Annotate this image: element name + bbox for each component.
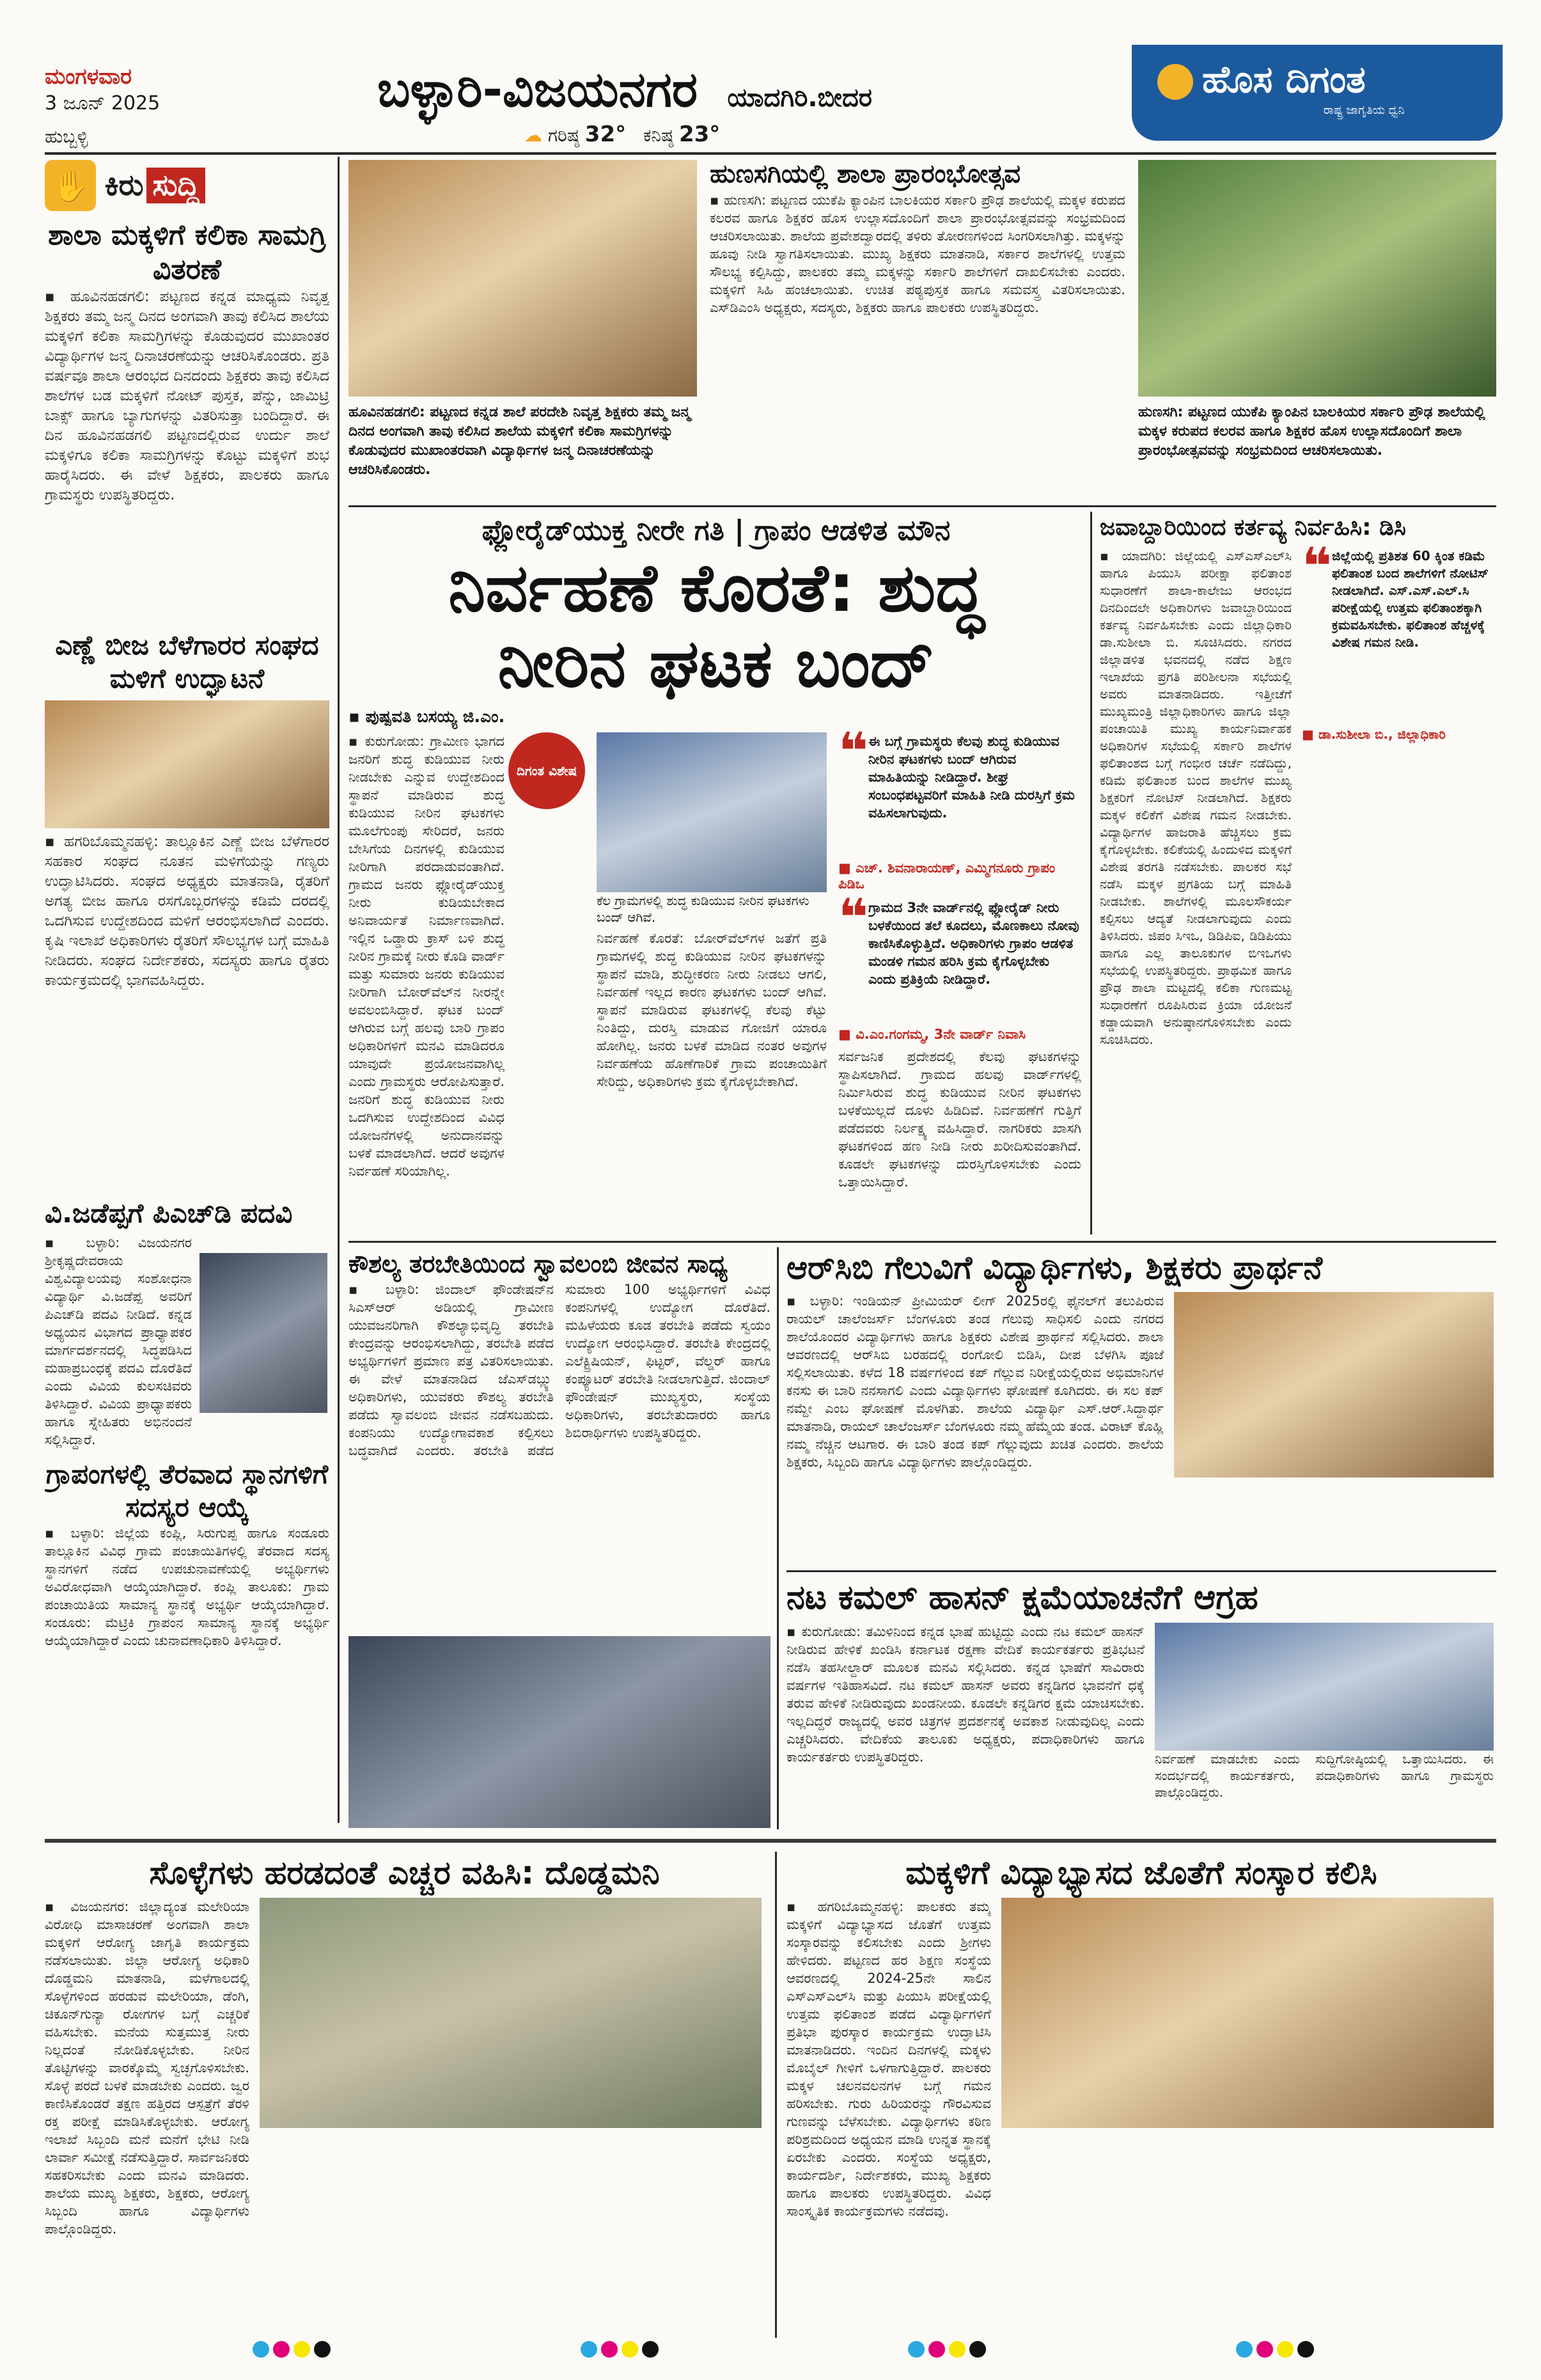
sun-cloud-icon: ☁ xyxy=(524,125,542,146)
paper-tagline: ರಾಷ್ಟ್ರ ಜಾಗೃತಿಯ ಧ್ವನಿ xyxy=(1324,104,1405,117)
region-subtitle: ಯಾದಗಿರಿ.ಬೀದರ xyxy=(727,83,872,113)
column-rule xyxy=(777,1247,779,1829)
dc-body: ▪ ಯಾದಗಿರಿ: ಜಿಲ್ಲೆಯಲ್ಲಿ ಎಸ್ಎಸ್ಎಲ್‌ಸಿ ಹಾಗೂ ಪಿಯುಸಿ ಪರೀಕ್ಷಾ ಫಲಿತಾಂಶ ಸುಧಾರಣೆಗೆ ಶಾಲಾ-ಕಾಲೇಜು ಆರಂಭದ ದಿನದಿಂದಲೇ ಅಧಿಕಾರಿಗಳು ಜವಾಬ್ದಾರಿಯಿಂದ ಕರ್ತವ್ಯ ನಿರ್ವಹಿಸಬೇಕು ಎಂದು ಜಿಲ್ಲಾಧಿಕಾರಿ ಡಾ.ಸುಶೀಲಾ ಬಿ. ಸೂಚಿಸಿದರು. ನಗರದ ಜಿಲ್ಲಾಡಳಿತ ಭವನದಲ್ಲಿ ನಡೆದ ಶಿಕ್ಷಣ ಇಲಾಖೆಯ ಪ್ರಗತಿ ಪರಿಶೀಲನಾ ಸಭೆಯಲ್ಲಿ ಅವರು ಮಾತನಾಡಿದರು. ಇತ್ತೀಚೆಗೆ ಮುಖ್ಯಮಂತ್ರಿ ಜಿಲ್ಲಾಧಿಕಾರಿಗಳು ಹಾಗೂ ಜಿಲ್ಲಾ ಪಂಚಾಯಿತಿ ಮುಖ್ಯ ಕಾರ್ಯನಿರ್ವಾಹಕ ಅಧಿಕಾರಿಗಳ ಸಭೆಯಲ್ಲಿ ಸರ್ಕಾರಿ ಶಾಲೆಗಳ ಫಲಿತಾಂಶದ ಬಗ್ಗೆ ಗಂಭೀರ ಚರ್ಚೆ ನಡೆದಿದ್ದು, ಕಡಿಮೆ ಫಲಿತಾಂಶ ಬಂದ ಶಾಲೆಗಳ ಮುಖ್ಯ ಶಿಕ್ಷಕರಿಗೆ ನೋಟಿಸ್ ನೀಡಲಾಗಿದೆ. ಶಿಕ್ಷಕರು ಮಕ್ಕಳ ಕಲಿಕೆಗೆ ವಿಶೇಷ ಗಮನ ನೀಡಬೇಕು. ವಿದ್ಯಾರ್ಥಿಗಳ ಹಾಜರಾತಿ ಹೆಚ್ಚಿಸಲು ಕ್ರಮ ಕೈಗೊಳ್ಳಬೇಕು. ಕಲಿಕೆಯಲ್ಲಿ ಹಿಂದುಳಿದ ಮಕ್ಕಳಿಗೆ ವಿಶೇಷ ತರಗತಿ ನಡೆಸಬೇಕು. ಪಾಲಕರ ಸಭೆ ನಡೆಸಿ ಮಕ್ಕಳ ಪ್ರಗತಿಯ ಬಗ್ಗೆ ಮಾಹಿತಿ ನೀಡಬೇಕು. ಶಾಲೆಗಳಲ್ಲಿ ಮೂಲಸೌಕರ್ಯ ಕಲ್ಪಿಸಲು ಆದ್ಯತೆ ನೀಡಲಾಗುವುದು ಎಂದು ತಿಳಿಸಿದರು. ಜಿಪಂ ಸಿಇಒ, ಡಿಡಿಪಿಐ, ಡಿಡಿಪಿಯು ಹಾಗೂ ಎಲ್ಲ ತಾಲೂಕುಗಳ ಬಿಇಒಗಳು ಸಭೆಯಲ್ಲಿ ಉಪಸ್ಥಿತರಿದ್ದರು. ಪ್ರಾಥಮಿಕ ಹಾಗೂ ಪ್ರೌಢ ಶಾಲಾ ಮಟ್ಟದಲ್ಲಿ ಕಲಿಕಾ ಗುಣಮಟ್ಟ ಸುಧಾರಣೆಗೆ ರೂಪಿಸಿರುವ ಕ್ರಿಯಾ ಯೋಜನೆ ಕಡ್ಡಾಯವಾಗಿ ಅನುಷ್ಠಾನಗೊಳಿಸಬೇಕು ಎಂದು ಸೂಚಿಸಿದರು. xyxy=(1100,548,1292,1047)
rcb-rangoli-photo xyxy=(1174,1292,1494,1478)
weather: ☁ ಗರಿಷ್ಠ 32° ಕನಿಷ್ಠ 23° xyxy=(524,122,721,147)
skill-event-photo xyxy=(348,1636,770,1828)
kiru-label2: ಸುದ್ದಿ xyxy=(146,168,206,203)
cmyk-marks xyxy=(579,2341,661,2360)
dc-quote: ಜಿಲ್ಲೆಯಲ್ಲಿ ಪ್ರತಿಶತ 60 ಕ್ಕಿಂತ ಕಡಿಮೆ ಫಲಿತಾಂಶ ಬಂದ ಶಾಲೆಗಳಿಗೆ ನೋಟಿಸ್ ನೀಡಲಾಗಿದೆ. ಎಸ್.ಎಸ್.ಎಲ್.ಸಿ ಪರೀಕ್ಷೆಯಲ್ಲಿ ಉತ್ತಮ ಫಲಿತಾಂಶಕ್ಕಾಗಿ ಕ್ರಮವಹಿಸಬೇಕು. ಫಲಿತಾಂಶ ಹೆಚ್ಚಳಕ್ಕೆ ವಿಶೇಷ ಗಮನ ನೀಡಿ. xyxy=(1331,548,1489,650)
hand-icon: ✋ xyxy=(45,160,96,211)
kiru-story2-body: ▪ ಹಗರಿಬೊಮ್ಮನಹಳ್ಳಿ: ತಾಲ್ಲೂಕಿನ ಎಣ್ಣೆ ಬೀಜ ಬೆಳೆಗಾರರ ಸಹಕಾರ ಸಂಘದ ನೂತನ ಮಳಿಗೆಯನ್ನು ಗಣ್ಯರು ಉದ್ಘಾಟಿಸಿದರು. ಸಂಘದ ಅಧ್ಯಕ್ಷರು ಮಾತನಾಡಿ, ರೈತರಿಗೆ ಅಗತ್ಯ ಬೀಜ ಹಾಗೂ ರಸಗೊಬ್ಬರಗಳನ್ನು ಕಡಿಮೆ ದರದಲ್ಲಿ ಒದಗಿಸುವ ಉದ್ದೇಶದಿಂದ ಮಳಿಗೆ ಆರಂಭಿಸಲಾಗಿದೆ ಎಂದರು. ಕೃಷಿ ಇಲಾಖೆ ಅಧಿಕಾರಿಗಳು ರೈತರಿಗೆ ಸೌಲಭ್ಯಗಳ ಬಗ್ಗೆ ಮಾಹಿತಿ ನೀಡಿದರು. ಸಂಘದ ನಿರ್ದೇಶಕರು, ಸದಸ್ಯರು ಹಾಗೂ ರೈತರು ಕಾರ್ಯಕ್ರಮದಲ್ಲಿ ಭಾಗವಹಿಸಿದ್ದರು. xyxy=(45,833,329,989)
kiru-story2-photo xyxy=(45,700,329,828)
hunasagi-body: ▪ ಹುಣಸಗಿ: ಪಟ್ಟಣದ ಯುಕೆಪಿ ಕ್ಯಾಂಪಿನ ಬಾಲಕಿಯರ ಸರ್ಕಾರಿ ಪ್ರೌಢ ಶಾಲೆಯಲ್ಲಿ ಮಕ್ಕಳ ಕರುಪದ ಕಲರವ ಹಾಗೂ ಶಿಕ್ಷಕರ ಹೊಸ ಉಲ್ಲಾಸದೊಂದಿಗೆ ಶಾಲಾ ಪ್ರಾರಂಭೋತ್ಸವವನ್ನು ಸಂಭ್ರಮದಿಂದ ಆಚರಿಸಲಾಯಿತು. ಶಾಲೆಯ ಪ್ರವೇಶದ್ವಾರದಲ್ಲಿ ತಳಿರು ತೋರಣಗಳಿಂದ ಸಿಂಗರಿಸಲಾಗಿತ್ತು. ಮಕ್ಕಳನ್ನು ಹೂವು ನೀಡಿ ಸ್ವಾಗತಿಸಲಾಯಿತು. ಮುಖ್ಯ ಶಿಕ್ಷಕರು ಮಾತನಾಡಿ, ಸರ್ಕಾರ ಶಾಲೆಗಳಲ್ಲಿ ಉತ್ತಮ ಸೌಲಭ್ಯ ಕಲ್ಪಿಸಿದ್ದು, ಪಾಲಕರು ತಮ್ಮ ಮಕ್ಕಳನ್ನು ಸರ್ಕಾರಿ ಶಾಲೆಗಳಿಗೆ ದಾಖಲಿಸಬೇಕು ಎಂದರು. ಮಕ್ಕಳಿಗೆ ಸಿಹಿ ಹಂಚಲಾಯಿತು. ಉಚಿತ ಪಠ್ಯಪುಸ್ತಕ ಹಾಗೂ ಸಮವಸ್ತ್ರ ವಿತರಿಸಲಾಯಿತು. ಎಸ್‌ಡಿಎಂಸಿ ಅಧ್ಯಕ್ಷರು, ಸದಸ್ಯರು, ಶಿಕ್ಷಕರು ಹಾಗೂ ಪಾಲಕರು ಉಪಸ್ಥಿತರಿದ್ದರು. xyxy=(710,193,1125,315)
section-rule xyxy=(348,1241,1496,1243)
hunasagi-title: ಹುಣಸಗಿಯಲ್ಲಿ ಶಾಲಾ ಪ್ರಾರಂಭೋತ್ಸವ xyxy=(710,159,1021,189)
kiru-story3-title: ವಿ.ಜಡೆಪ್ಪಗೆ ಪಿಎಚ್‌ಡಿ ಪದವಿ xyxy=(45,1197,293,1229)
mosquito-awareness-photo xyxy=(260,1898,762,2128)
lamp-lighting-photo xyxy=(1001,1898,1494,2128)
hunasagi-story xyxy=(710,157,1125,502)
water-plant-photo xyxy=(597,732,827,892)
region-title: ಬಳ್ಳಾರಿ-ವಿಜಯನಗರ xyxy=(377,61,698,118)
kiru-story4-title: ಗ್ರಾಪಂಗಳಲ್ಲಿ ತೆರವಾದ ಸ್ಥಾನಗಳಿಗೆ ಸದಸ್ಯರ ಆಯ್ಕೆ xyxy=(45,1458,329,1523)
culture-title: ಮಕ್ಕಳಿಗೆ ವಿದ್ಯಾಭ್ಯಾಸದ ಜೊತೆಗೆ ಸಂಸ್ಕಾರ ಕಲಿಸಿ xyxy=(905,1854,1377,1891)
dc-story xyxy=(1100,512,1496,1234)
lead-quote2-by: ■ ವಿ.ಎಂ.ಗಂಗಮ್ಮ, 3ನೇ ವಾರ್ಡ್ ನಿವಾಸಿ xyxy=(838,1027,1026,1042)
water-plant-caption: ಕೆಲ ಗ್ರಾಮಗಳಲ್ಲಿ ಶುದ್ಧ ಕುಡಿಯುವ ನೀರಿನ ಘಟಕಗಳು ಬಂದ್ ಆಗಿವೆ. xyxy=(597,893,810,925)
skill-title: ಕೌಶಲ್ಯ ತರಬೇತಿಯಿಂದ ಸ್ವಾವಲಂಬಿ ಜೀವನ ಸಾಧ್ಯ xyxy=(348,1250,728,1278)
temp-min: 23° xyxy=(678,122,721,147)
registration-marks xyxy=(128,2341,1439,2367)
column-rule xyxy=(1090,512,1092,1234)
masthead-rule xyxy=(45,152,1496,155)
lead-headline-line1: ನಿರ್ವಹಣೆ ಕೊರತೆ: ಶುದ್ಧ xyxy=(448,549,984,627)
mosquito-body: ▪ ವಿಜಯನಗರ: ಜಿಲ್ಲಾದ್ಯಂತ ಮಲೇರಿಯಾ ವಿರೋಧಿ ಮಾಸಾಚರಣೆ ಅಂಗವಾಗಿ ಶಾಲಾ ಮಕ್ಕಳಿಗೆ ಆರೋಗ್ಯ ಜಾಗೃತಿ ಕಾರ್ಯಕ್ರಮ ನಡೆಸಲಾಯಿತು. ಜಿಲ್ಲಾ ಆರೋಗ್ಯ ಅಧಿಕಾರಿ ದೊಡ್ಡಮನಿ ಮಾತನಾಡಿ, ಮಳೆಗಾಲದಲ್ಲಿ ಸೊಳ್ಳೆಗಳಿಂದ ಹರಡುವ ಮಲೇರಿಯಾ, ಡೆಂಗಿ, ಚಿಕೂನ್‌ಗುನ್ಯಾ ರೋಗಗಳ ಬಗ್ಗೆ ಎಚ್ಚರಿಕೆ ವಹಿಸಬೇಕು. ಮನೆಯ ಸುತ್ತಮುತ್ತ ನೀರು ನಿಲ್ಲದಂತೆ ನೋಡಿಕೊಳ್ಳಬೇಕು. ನೀರಿನ ತೊಟ್ಟಿಗಳನ್ನು ವಾರಕ್ಕೊಮ್ಮೆ ಸ್ವಚ್ಛಗೊಳಿಸಬೇಕು. ಸೊಳ್ಳೆ ಪರದೆ ಬಳಕೆ ಮಾಡಬೇಕು ಎಂದರು. ಜ್ವರ ಕಾಣಿಸಿಕೊಂಡರೆ ತಕ್ಷಣ ಹತ್ತಿರದ ಆಸ್ಪತ್ರೆಗೆ ತೆರಳಿ ರಕ್ತ ಪರೀಕ್ಷೆ ಮಾಡಿಸಿಕೊಳ್ಳಬೇಕು. ಆರೋಗ್ಯ ಇಲಾಖೆ ಸಿಬ್ಬಂದಿ ಮನೆ ಮನೆಗೆ ಭೇಟಿ ನೀಡಿ ಲಾರ್ವಾ ಸಮೀಕ್ಷೆ ನಡೆಸುತ್ತಿದ್ದಾರೆ. ಸಾರ್ವಜನಿಕರು ಸಹಕರಿಸಬೇಕು ಎಂದು ಮನವಿ ಮಾಡಿದರು. ಶಾಲೆಯ ಮುಖ್ಯ ಶಿಕ್ಷಕರು, ಶಿಕ್ಷಕರು, ಆರೋಗ್ಯ ಸಿಬ್ಬಂದಿ ಹಾಗೂ ವಿದ್ಯಾರ್ಥಿಗಳು ಪಾಲ್ಗೊಂಡಿದ್ದರು. xyxy=(45,1899,249,2237)
day: ಮಂಗಳವಾರ xyxy=(45,64,132,90)
lead-kicker: ಫ್ಲೋರೈಡ್‌ಯುಕ್ತ ನೀರೇ ಗತಿ | ಗ್ರಾಪಂ ಆಡಳಿತ ಮೌನ xyxy=(481,514,951,547)
top-photo3-caption: ಹುಣಸಗಿ: ಪಟ್ಟಣದ ಯುಕೆಪಿ ಕ್ಯಾಂಪಿನ ಬಾಲಕಿಯರ ಸರ್ಕಾರಿ ಪ್ರೌಢ ಶಾಲೆಯಲ್ಲಿ ಮಕ್ಕಳ ಕರುಪದ ಕಲರವ ಹಾಗೂ ಶಿಕ್ಷಕರ ಹೊಸ ಉಲ್ಲಾಸದೊಂದಿಗೆ ಶಾಲಾ ಪ್ರಾರಂಭೋತ್ಸವವನ್ನು ಸಂಭ್ರಮದಿಂದ ಆಚರಿಸಲಾಯಿತು. xyxy=(1138,404,1485,459)
kiru-story2-title: ಎಣ್ಣೆ ಬೀಜ ಬೆಳೆಗಾರರ ಸಂಘದ ಮಳಿಗೆ ಉದ್ಘಾಟನೆ xyxy=(55,629,319,694)
emblem-icon xyxy=(1157,64,1193,100)
cmyk-marks xyxy=(1234,2341,1316,2360)
kiru-story1-title: ಶಾಲಾ ಮಕ್ಕಳಿಗೆ ಕಲಿಕಾ ಸಾಮಗ್ರಿ ವಿತರಣೆ xyxy=(48,219,326,286)
kamal-story xyxy=(786,1577,1496,1832)
kiru-story1-body: ▪ ಹೂವಿನಹಡಗಲಿ: ಪಟ್ಟಣದ ಕನ್ನಡ ಮಾಧ್ಯಮ ನಿವೃತ್ತ ಶಿಕ್ಷಕರು ತಮ್ಮ ಜನ್ಮ ದಿನದ ಅಂಗವಾಗಿ ತಾವು ಕಲಿಸಿದ ಶಾಲೆಯ ಮಕ್ಕಳಿಗೆ ಕಲಿಕಾ ಸಾಮಗ್ರಿಗಳನ್ನು ಕೊಡುವುದರ ಮುಖಾಂತರ ವಿದ್ಯಾರ್ಥಿಗಳ ಜನ್ಮ ದಿನಾಚರಣೆಯನ್ನು ಆಚರಿಸಿಕೊಂಡರು. ಪ್ರತಿ ವರ್ಷವೂ ಶಾಲಾ ಆರಂಭದ ದಿನದಂದು ಶಿಕ್ಷಕರು ತಾವು ಕಲಿಸಿದ ಶಾಲೆಗಳ ಬಡ ಮಕ್ಕಳಿಗೆ ನೋಟ್ ಪುಸ್ತಕ, ಪೆನ್ನು, ಜಾಮಿಟ್ರಿ ಬಾಕ್ಸ್ ಹಾಗೂ ಬ್ಯಾಗುಗಳನ್ನು ವಿತರಿಸುತ್ತಾ ಬಂದಿದ್ದಾರೆ. ಈ ದಿನ ಹೂವಿನಹಡಗಲಿ ಪಟ್ಟಣದಲ್ಲಿರುವ ಉರ್ದು ಶಾಲೆ ಮಕ್ಕಳಿಗೂ ಕಲಿಕಾ ಸಾಮಗ್ರಿಗಳನ್ನು ಕೊಟ್ಟು ಮಕ್ಕಳಿಗೆ ಶುಭ ಹಾರೈಸಿದರು. ಈ ವೇಳೆ ಶಿಕ್ಷಕರು, ಪಾಲಕರು ಹಾಗೂ ಗ್ರಾಮಸ್ಥರು ಉಪಸ್ಥಿತರಿದ್ದರು. xyxy=(45,288,329,503)
quote-mark-icon: ❝ xyxy=(838,721,868,781)
column-rule xyxy=(338,157,340,1823)
kamal-caption: ನಿರ್ವಹಣೆ ಮಾಡಬೇಕು ಎಂದು ಸುದ್ದಿಗೋಷ್ಠಿಯಲ್ಲಿ ಒತ್ತಾಯಿಸಿದರು. ಈ ಸಂದರ್ಭದಲ್ಲಿ ಕಾರ್ಯಕರ್ತರು, ಪದಾಧಿಕಾರಿಗಳು ಹಾಗೂ ಗ್ರಾಮಸ್ಥರು ಪಾಲ್ಗೊಂಡಿದ್ದರು. xyxy=(1155,1751,1494,1800)
section-rule xyxy=(348,505,1496,507)
rcb-body: ▪ ಬಳ್ಳಾರಿ: ಇಂಡಿಯನ್ ಪ್ರೀಮಿಯರ್ ಲೀಗ್ 2025ರಲ್ಲಿ ಫೈನಲ್‌ಗೆ ತಲುಪಿರುವ ರಾಯಲ್ ಚಾಲೆಂಜರ್ಸ್ ಬೆಂಗಳೂರು ತಂಡ ಗೆಲುವು ಸಾಧಿಸಲಿ ಎಂದು ನಗರದ ಶಾಲೆಯೊಂದರ ವಿದ್ಯಾರ್ಥಿಗಳು ಹಾಗೂ ಶಿಕ್ಷಕರು ವಿಶೇಷ ಪ್ರಾರ್ಥನೆ ಸಲ್ಲಿಸಿದರು. ಶಾಲಾ ಆವರಣದಲ್ಲಿ ಆರ್‌ಸಿಬಿ ಬರಹದಲ್ಲಿ ರಂಗೋಲಿ ಬಿಡಿಸಿ, ದೀಪ ಬೆಳಗಿಸಿ ಪೂಜೆ ಸಲ್ಲಿಸಲಾಯಿತು. ಕಳೆದ 18 ವರ್ಷಗಳಿಂದ ಕಪ್ ಗೆಲ್ಲುವ ನಿರೀಕ್ಷೆಯಲ್ಲಿರುವ ಅಭಿಮಾನಿಗಳ ಕನಸು ಈ ಬಾರಿ ನನಸಾಗಲಿ ಎಂದು ವಿದ್ಯಾರ್ಥಿಗಳು ಘೋಷಣೆ ಕೂಗಿದರು. ಈ ಸಲ ಕಪ್ ನಮ್ದೇ ಎಂಬ ಘೋಷಣೆ ಮೊಳಗಿತು. ಶಾಲೆಯ ವಿದ್ಯಾರ್ಥಿ ಎಸ್.ಆರ್.ಸಿದ್ದಾರ್ಥ ಮಾತನಾಡಿ, ರಾಯಲ್ ಚಾಲೆಂಜರ್ಸ್ ಬೆಂಗಳೂರು ನಮ್ಮ ಹೆಮ್ಮೆಯ ತಂಡ. ವಿರಾಟ್ ಕೊಹ್ಲಿ ನಮ್ಮ ನೆಚ್ಚಿನ ಆಟಗಾರ. ಈ ಬಾರಿ ತಂಡ ಕಪ್ ಗೆಲ್ಲುವುದು ಖಚಿತ ಎಂದರು. ಶಾಲೆಯ ಶಿಕ್ಷಕರು, ಸಿಬ್ಬಂದಿ ಹಾಗೂ ವಿದ್ಯಾರ್ಥಿಗಳು ಪಾಲ್ಗೊಂಡಿದ್ದರು. xyxy=(786,1293,1164,1470)
kiru-label: ಕಿರು xyxy=(105,168,144,202)
culture-story xyxy=(786,1852,1496,2338)
page-number: 10 xyxy=(1253,96,1296,132)
section-rule xyxy=(786,1570,1496,1572)
lead-quote1: ಈ ಬಗ್ಗೆ ಗ್ರಾಮಸ್ಥರು ಕೆಲವು ಶುದ್ಧ ಕುಡಿಯುವ ನೀರಿನ ಘಟಕಗಳು ಬಂದ್ ಆಗಿರುವ ಮಾಹಿತಿಯನ್ನು ನೀಡಿದ್ದಾರೆ. ಶೀಘ್ರ ಸಂಬಂಧಪಟ್ಟವರಿಗೆ ಮಾಹಿತಿ ನೀಡಿ ದುರಸ್ತಿಗೆ ಕ್ರಮ ವಹಿಸಲಾಗುವುದು. xyxy=(868,734,1075,821)
lead-quote1-by: ■ ಎಚ್. ಶಿವನಾರಾಯಣ್, ಎಮ್ಮಿಗನೂರು ಗ್ರಾಪಂ ಪಿಡಿಒ xyxy=(838,860,1056,892)
cmyk-marks xyxy=(906,2341,988,2360)
kamal-protest-photo xyxy=(1155,1623,1494,1751)
kiru-column xyxy=(45,157,329,1823)
bottom-separator xyxy=(45,1839,1496,1843)
lead-byline: ▪ ಪುಷ್ಪವತಿ ಬಸಯ್ಯ ಜಿ.ಎಂ. xyxy=(348,707,505,727)
temp-max: 32° xyxy=(584,122,627,147)
lead-body2: ನಿರ್ವಹಣೆ ಕೊರತೆ: ಬೋರ್‌ವೆಲ್‌ಗಳ ಜತೆಗೆ ಪ್ರತಿ ಗ್ರಾಮಗಳಲ್ಲಿ ಶುದ್ಧ ಕುಡಿಯುವ ನೀರಿನ ಘಟಕಗಳನ್ನು ಸ್ಥಾಪನೆ ಮಾಡಿ, ಶುದ್ಧೀಕರಣ ನೀರು ನೀಡಲು ಆಗಲಿ, ನಿರ್ವಹಣೆ ಇಲ್ಲದ ಕಾರಣ ಘಟಕಗಳು ಬಂದ್ ಆಗಿವೆ. ಸ್ಥಾಪನೆ ಮಾಡಿರುವ ಘಟಕಗಳಲ್ಲಿ ಕೆಲವು ಕೆಟ್ಟು ನಿಂತಿದ್ದು, ದುರಸ್ತಿ ಮಾಡುವ ಗೋಜಿಗೆ ಯಾರೂ ಹೋಗಿಲ್ಲ. ಜನರು ಬಳಕೆ ಮಾಡಿದ ನಂತರ ಅವುಗಳ ನಿರ್ವಹಣೆಯ ಹೊಣೆಗಾರಿಕೆ ಗ್ರಾಮ ಪಂಚಾಯಿತಿಗೆ ಸೇರಿದ್ದು, ಅಧಿಕಾರಿಗಳು ಕ್ರಮ ಕೈಗೊಳ್ಳಬೇಕಾಗಿದೆ. xyxy=(597,931,827,1089)
kiru-story3-body: ▪ ಬಳ್ಳಾರಿ: ವಿಜಯನಗರ ಶ್ರೀಕೃಷ್ಣದೇವರಾಯ ವಿಶ್ವವಿದ್ಯಾಲಯವು ಸಂಶೋಧನಾ ವಿದ್ಯಾರ್ಥಿ ವಿ.ಜಡೆಪ್ಪ ಅವರಿಗೆ ಪಿಎಚ್‌ಡಿ ಪದವಿ ನೀಡಿದೆ. ಕನ್ನಡ ಅಧ್ಯಯನ ವಿಭಾಗದ ಪ್ರಾಧ್ಯಾಪಕರ ಮಾರ್ಗದರ್ಶನದಲ್ಲಿ ಸಿದ್ಧಪಡಿಸಿದ ಮಹಾಪ್ರಬಂಧಕ್ಕೆ ಪದವಿ ದೊರೆತಿದೆ ಎಂದು ವಿವಿಯ ಕುಲಸಚಿವರು ತಿಳಿಸಿದ್ದಾರೆ. ವಿವಿಯ ಪ್ರಾಧ್ಯಾಪಕರು ಹಾಗೂ ಸ್ನೇಹಿತರು ಅಭಿನಂದನೆ ಸಲ್ಲಿಸಿದ್ದಾರೆ. xyxy=(45,1235,192,1447)
date: 3 ಜೂನ್ 2025 xyxy=(45,92,160,114)
masthead-date-block xyxy=(45,64,326,160)
dc-title: ಜವಾಬ್ದಾರಿಯಿಂದ ಕರ್ತವ್ಯ ನಿರ್ವಹಿಸಿ: ಡಿಸಿ xyxy=(1100,514,1406,540)
culture-body: ▪ ಹಗರಿಬೊಮ್ಮನಹಳ್ಳಿ: ಪಾಲಕರು ತಮ್ಮ ಮಕ್ಕಳಿಗೆ ವಿದ್ಯಾಭ್ಯಾಸದ ಜೊತೆಗೆ ಉತ್ತಮ ಸಂಸ್ಕಾರವನ್ನು ಕಲಿಸಬೇಕು ಎಂದು ಶ್ರೀಗಳು ಹೇಳಿದರು. ಪಟ್ಟಣದ ಹರ ಶಿಕ್ಷಣ ಸಂಸ್ಥೆಯ ಆವರಣದಲ್ಲಿ 2024-25ನೇ ಸಾಲಿನ ಎಸ್ಎಸ್ಎಲ್‌ಸಿ ಮತ್ತು ಪಿಯುಸಿ ಪರೀಕ್ಷೆಯಲ್ಲಿ ಉತ್ತಮ ಫಲಿತಾಂಶ ಪಡೆದ ವಿದ್ಯಾರ್ಥಿಗಳಿಗೆ ಪ್ರತಿಭಾ ಪುರಸ್ಕಾರ ಕಾರ್ಯಕ್ರಮ ಉದ್ಘಾಟಿಸಿ ಮಾತನಾಡಿದರು. ಇಂದಿನ ದಿನಗಳಲ್ಲಿ ಮಕ್ಕಳು ಮೊಬೈಲ್ ಗೀಳಿಗೆ ಒಳಗಾಗುತ್ತಿದ್ದಾರೆ. ಪಾಲಕರು ಮಕ್ಕಳ ಚಲನವಲನಗಳ ಬಗ್ಗೆ ಗಮನ ಹರಿಸಬೇಕು. ಗುರು ಹಿರಿಯರನ್ನು ಗೌರವಿಸುವ ಗುಣವನ್ನು ಬೆಳೆಸಬೇಕು. ವಿದ್ಯಾರ್ಥಿಗಳು ಕಠಿಣ ಪರಿಶ್ರಮದಿಂದ ಅಧ್ಯಯನ ಮಾಡಿ ಉನ್ನತ ಸ್ಥಾನಕ್ಕೆ ಏರಬೇಕು ಎಂದರು. ಸಂಸ್ಥೆಯ ಅಧ್ಯಕ್ಷರು, ಕಾರ್ಯದರ್ಶಿ, ನಿರ್ದೇಶಕರು, ಮುಖ್ಯ ಶಿಕ್ಷಕರು ಹಾಗೂ ಪಾಲಕರು ಉಪಸ್ಥಿತರಿದ್ದರು. ವಿವಿಧ ಸಾಂಸ್ಕೃತಿಕ ಕಾರ್ಯಕ್ರಮಗಳು ನಡೆದವು. xyxy=(786,1899,991,2219)
kiru-story4-body: ▪ ಬಳ್ಳಾರಿ: ಜಿಲ್ಲೆಯ ಕಂಪ್ಲಿ, ಸಿರುಗುಪ್ಪ ಹಾಗೂ ಸಂಡೂರು ತಾಲ್ಲೂಕಿನ ವಿವಿಧ ಗ್ರಾಮ ಪಂಚಾಯಿತಿಗಳಲ್ಲಿ ತೆರವಾದ ಸದಸ್ಯ ಸ್ಥಾನಗಳಿಗೆ ನಡೆದ ಉಪಚುನಾವಣೆಯಲ್ಲಿ ಅಭ್ಯರ್ಥಿಗಳು ಅವಿರೋಧವಾಗಿ ಆಯ್ಕೆಯಾಗಿದ್ದಾರೆ. ಕಂಪ್ಲಿ ತಾಲೂಕು: ಗ್ರಾಮ ಪಂಚಾಯಿತಿಯ ಸಾಮಾನ್ಯ ಸ್ಥಾನಕ್ಕೆ ಅಭ್ಯರ್ಥಿ ಆಯ್ಕೆಯಾಗಿದ್ದಾರೆ. ಸಂಡೂರು: ಮೆಟ್ರಿಕಿ ಗ್ರಾಪಂನ ಸಾಮಾನ್ಯ ಸ್ಥಾನಕ್ಕೆ ಅಭ್ಯರ್ಥಿ ಆಯ್ಕೆಯಾಗಿದ್ದಾರೆ ಎಂದು ಚುನಾವಣಾಧಿಕಾರಿ ತಿಳಿಸಿದ್ದಾರೆ. xyxy=(45,1525,329,1648)
digantha-special-badge: ದಿಗಂತ ವಿಶೇಷ xyxy=(508,732,585,809)
edition: ಹುಬ್ಬಳ್ಳಿ xyxy=(45,126,88,147)
masthead-title xyxy=(377,61,1132,125)
lead-quote2: ಗ್ರಾಮದ 3ನೇ ವಾರ್ಡ್‌ನಲ್ಲಿ ಫ್ಲೋರೈಡ್ ನೀರು ಬಳಕೆಯಿಂದ ತಲೆ ಕೂದಲು, ಮೊಣಕಾಲು ನೋವು ಕಾಣಿಸಿಕೊಳ್ಳುತ್ತಿದೆ. ಅಧಿಕಾರಿಗಳು ಗ್ರಾಪಂ ಆಡಳಿತ ಮಂಡಳಿ ಗಮನ ಹರಿಸಿ ಕ್ರಮ ಕೈಗೊಳ್ಳಬೇಕು ಎಂದು ಪ್ರತಿಕ್ರಿಯೆ ನೀಡಿದ್ದಾರೆ. xyxy=(868,900,1079,987)
skill-story xyxy=(348,1247,770,1829)
mosquito-title: ಸೊಳ್ಳೆಗಳು ಹರಡದಂತೆ ಎಚ್ಚರ ವಹಿಸಿ: ದೊಡ್ಡಮನಿ xyxy=(149,1854,660,1891)
top-photo1-caption: ಹೂವಿನಹಡಗಲಿ: ಪಟ್ಟಣದ ಕನ್ನಡ ಶಾಲೆ ಪರದೇಶಿ ನಿವೃತ್ತ ಶಿಕ್ಷಕರು ತಮ್ಮ ಜನ್ಮ ದಿನದ ಅಂಗವಾಗಿ ತಾವು ಕಲಿಸಿದ ಶಾಲೆಯ ಮಕ್ಕಳಿಗೆ ಕಲಿಕಾ ಸಾಮಗ್ರಿಗಳನ್ನು ಕೊಡುವುದರ ಮುಖಾಂತರವಾಗಿ ವಿದ್ಯಾರ್ಥಿಗಳ ಜನ್ಮ ದಿನಾಚರಣೆಯನ್ನು ಆಚರಿಸಿಕೊಂಡರು. xyxy=(348,404,691,478)
kamal-body: ▪ ಕುರುಗೋಡು: ತಮಿಳಿನಿಂದ ಕನ್ನಡ ಭಾಷೆ ಹುಟ್ಟಿದ್ದು ಎಂದು ನಟ ಕಮಲ್ ಹಾಸನ್ ನೀಡಿರುವ ಹೇಳಿಕೆ ಖಂಡಿಸಿ ಕರ್ನಾಟಕ ರಕ್ಷಣಾ ವೇದಿಕೆ ಕಾರ್ಯಕರ್ತರು ಪ್ರತಿಭಟನೆ ನಡೆಸಿ ತಹಸೀಲ್ದಾರ್ ಮೂಲಕ ಮನವಿ ಸಲ್ಲಿಸಿದರು. ಕನ್ನಡ ಭಾಷೆಗೆ ಸಾವಿರಾರು ವರ್ಷಗಳ ಇತಿಹಾಸವಿದೆ. ನಟ ಕಮಲ್ ಹಾಸನ್ ಅವರು ಕನ್ನಡಿಗರ ಭಾವನೆಗೆ ಧಕ್ಕೆ ತರುವ ಹೇಳಿಕೆ ನೀಡಿರುವುದು ಖಂಡನೀಯ. ಕೂಡಲೇ ಕನ್ನಡಿಗರ ಕ್ಷಮೆ ಯಾಚಿಸಬೇಕು. ಇಲ್ಲದಿದ್ದರೆ ರಾಜ್ಯದಲ್ಲಿ ಅವರ ಚಿತ್ರಗಳ ಪ್ರದರ್ಶನಕ್ಕೆ ಅವಕಾಶ ನೀಡುವುದಿಲ್ಲ ಎಂದು ಎಚ್ಚರಿಸಿದರು. ವೇದಿಕೆಯ ತಾಲೂಕು ಅಧ್ಯಕ್ಷರು, ಪದಾಧಿಕಾರಿಗಳು ಹಾಗೂ ಕಾರ್ಯಕರ್ತರು ಉಪಸ್ಥಿತರಿದ್ದರು. xyxy=(786,1624,1145,1765)
quote-mark-icon: ❝ xyxy=(838,888,868,947)
rcb-title: ಆರ್‌ಸಿಬಿ ಗೆಲುವಿಗೆ ವಿದ್ಯಾರ್ಥಿಗಳು, ಶಿಕ್ಷಕರು ಪ್ರಾರ್ಥನೆ xyxy=(786,1249,1323,1286)
school-students-photo xyxy=(348,160,697,397)
lead-body1: ▪ ಕುರುಗೋಡು: ಗ್ರಾಮೀಣ ಭಾಗದ ಜನರಿಗೆ ಶುದ್ಧ ಕುಡಿಯುವ ನೀರು ನೀಡಬೇಕು ಎನ್ನುವ ಉದ್ದೇಶದಿಂದ ಸ್ಥಾಪನೆ ಮಾಡಿರುವ ಶುದ್ಧ ಕುಡಿಯುವ ನೀರಿನ ಘಟಕಗಳು ಮೂಲೆಗುಂಪು ಸೇರಿದರೆ, ಜನರು ಬೇಸಿಗೆಯ ದಿನಗಳಲ್ಲಿ ಕುಡಿಯುವ ನೀರಿಗಾಗಿ ಪರದಾಡುವಂತಾಗಿದೆ. ಗ್ರಾಮದ ಜನರು ಫ್ಲೋರೈಡ್‌ಯುಕ್ತ ನೀರು ಕುಡಿಯಬೇಕಾದ ಅನಿವಾರ್ಯತೆ ನಿರ್ಮಾಣವಾಗಿದೆ. ಇಲ್ಲಿನ ಒಡ್ಡಾರು ಕ್ರಾಸ್ ಬಳಿ ಶುದ್ಧ ನೀರಿನ ಗ್ರಾಮಕ್ಕೆ ನೀರು ಕೊಡಿ ವಾರ್ಡ್ ಮತ್ತು ಸುಮಾರು ಜನರು ಕುಡಿಯುವ ನೀರಿಗಾಗಿ ಬೋರ್‌ವೆಲ್‌ನ ನೀರನ್ನೇ ಅವಲಂಬಿಸಿದ್ದಾರೆ. ಘಟಕ ಬಂದ್ ಆಗಿರುವ ಬಗ್ಗೆ ಹಲವು ಬಾರಿ ಗ್ರಾಪಂ ಅಧಿಕಾರಿಗಳಿಗೆ ಮನವಿ ಮಾಡಿದರೂ ಯಾವುದೇ ಪ್ರಯೋಜನವಾಗಿಲ್ಲ ಎಂದು ಗ್ರಾಮಸ್ಥರು ಆರೋಪಿಸುತ್ತಾರೆ. ಜನರಿಗೆ ಶುದ್ಧ ಕುಡಿಯುವ ನೀರು ಒದಗಿಸುವ ಉದ್ದೇಶದಿಂದ ವಿವಿಧ ಯೋಜನೆಗಳಲ್ಲಿ ಅನುದಾನವನ್ನು ಬಳಕೆ ಮಾಡಲಾಗಿದೆ. ಆದರೆ ಅವುಗಳ ನಿರ್ವಹಣೆ ಸರಿಯಾಗಿಲ್ಲ. xyxy=(348,734,505,1179)
cmyk-marks xyxy=(251,2341,332,2360)
school-opening-photo xyxy=(1138,160,1496,397)
skill-body: ▪ ಬಳ್ಳಾರಿ: ಜಿಂದಾಲ್ ಫೌಂಡೇಷನ್‌ನ ಸಿಎಸ್‌ಆರ್ ಅಡಿಯಲ್ಲಿ ಗ್ರಾಮೀಣ ಯುವಜನರಿಗಾಗಿ ಕೌಶಲ್ಯಾಭಿವೃದ್ಧಿ ತರಬೇತಿ ಕೇಂದ್ರವನ್ನು ಆರಂಭಿಸಲಾಗಿದ್ದು, ತರಬೇತಿ ಪಡೆದ ಅಭ್ಯರ್ಥಿಗಳಿಗೆ ಪ್ರಮಾಣ ಪತ್ರ ವಿತರಿಸಲಾಯಿತು. ಈ ವೇಳೆ ಮಾತನಾಡಿದ ಜೆಎಸ್‌ಡಬ್ಲ್ಯು ಅಧಿಕಾರಿಗಳು, ಯುವಕರು ಕೌಶಲ್ಯ ತರಬೇತಿ ಪಡೆದು ಸ್ವಾವಲಂಬಿ ಜೀವನ ನಡೆಸಬಹುದು. ಕಂಪನಿಯು ಉದ್ಯೋಗಾವಕಾಶ ಕಲ್ಪಿಸಲು ಬದ್ಧವಾಗಿದೆ ಎಂದರು. ತರಬೇತಿ ಪಡೆದ ಸುಮಾರು 100 ಅಭ್ಯರ್ಥಿಗಳಿಗೆ ವಿವಿಧ ಕಂಪನಿಗಳಲ್ಲಿ ಉದ್ಯೋಗ ದೊರೆತಿದೆ. ಮಹಿಳೆಯರು ಕೂಡ ತರಬೇತಿ ಪಡೆದು ಸ್ವಯಂ ಉದ್ಯೋಗ ಆರಂಭಿಸಿದ್ದಾರೆ. ತರಬೇತಿ ಕೇಂದ್ರದಲ್ಲಿ ಎಲೆಕ್ಟ್ರಿಷಿಯನ್, ಫಿಟ್ಟರ್, ವೆಲ್ಡರ್ ಹಾಗೂ ಕಂಪ್ಯೂಟರ್ ತರಬೇತಿ ನೀಡಲಾಗುತ್ತಿದೆ. ಜಿಂದಾಲ್ ಫೌಂಡೇಷನ್ ಮುಖ್ಯಸ್ಥರು, ಸಂಸ್ಥೆಯ ಅಧಿಕಾರಿಗಳು, ತರಬೇತುದಾರರು ಹಾಗೂ ಶಿಬಿರಾರ್ಥಿಗಳು ಉಪಸ್ಥಿತರಿದ್ದರು. xyxy=(348,1282,770,1458)
lead-headline-line2: ನೀರಿನ ಘಟಕ ಬಂದ್ xyxy=(497,624,935,702)
portrait-photo xyxy=(199,1253,327,1413)
column-rule xyxy=(775,1852,777,2338)
paper-name: ಹೊಸ ದಿಗಂತ xyxy=(1202,58,1366,101)
dc-quote-by: ■ ಡಾ.ಸುಶೀಲಾ ಬಿ., ಜಿಲ್ಲಾಧಿಕಾರಿ xyxy=(1302,727,1446,742)
quote-mark-icon: ❝ xyxy=(1302,537,1332,596)
lead-body3: ಸರ್ವಜನಿಕ ಪ್ರದೇಶದಲ್ಲಿ ಕೆಲವು ಘಟಕಗಳನ್ನು ಸ್ಥಾಪಿಸಲಾಗಿದೆ. ಗ್ರಾಮದ ಹಲವು ವಾರ್ಡ್‌ಗಳಲ್ಲಿ ನಿರ್ಮಿಸಿರುವ ಶುದ್ಧ ಕುಡಿಯುವ ನೀರಿನ ಘಟಕಗಳು ಬಳಕೆಯಿಲ್ಲದೆ ದೂಳು ಹಿಡಿದಿವೆ. ನಿರ್ವಹಣೆಗೆ ಗುತ್ತಿಗೆ ಪಡೆದವರು ನಿರ್ಲಕ್ಷ್ಯ ವಹಿಸಿದ್ದಾರೆ. ನಾಗರಿಕರು ಖಾಸಗಿ ಘಟಕಗಳಿಂದ ಹಣ ನೀಡಿ ನೀರು ಖರೀದಿಸುವಂತಾಗಿದೆ. ಕೂಡಲೇ ಘಟಕಗಳನ್ನು ದುರಸ್ತಿಗೊಳಿಸಬೇಕು ಎಂದು ಒತ್ತಾಯಿಸಿದ್ದಾರೆ. xyxy=(838,1049,1081,1190)
lead-story xyxy=(348,512,1084,1234)
mosquito-story xyxy=(45,1852,764,2338)
kamal-title: ನಟ ಕಮಲ್ ಹಾಸನ್ ಕ್ಷಮೆಯಾಚನೆಗೆ ಆಗ್ರಹ xyxy=(786,1579,1258,1617)
rcb-story xyxy=(786,1247,1496,1567)
